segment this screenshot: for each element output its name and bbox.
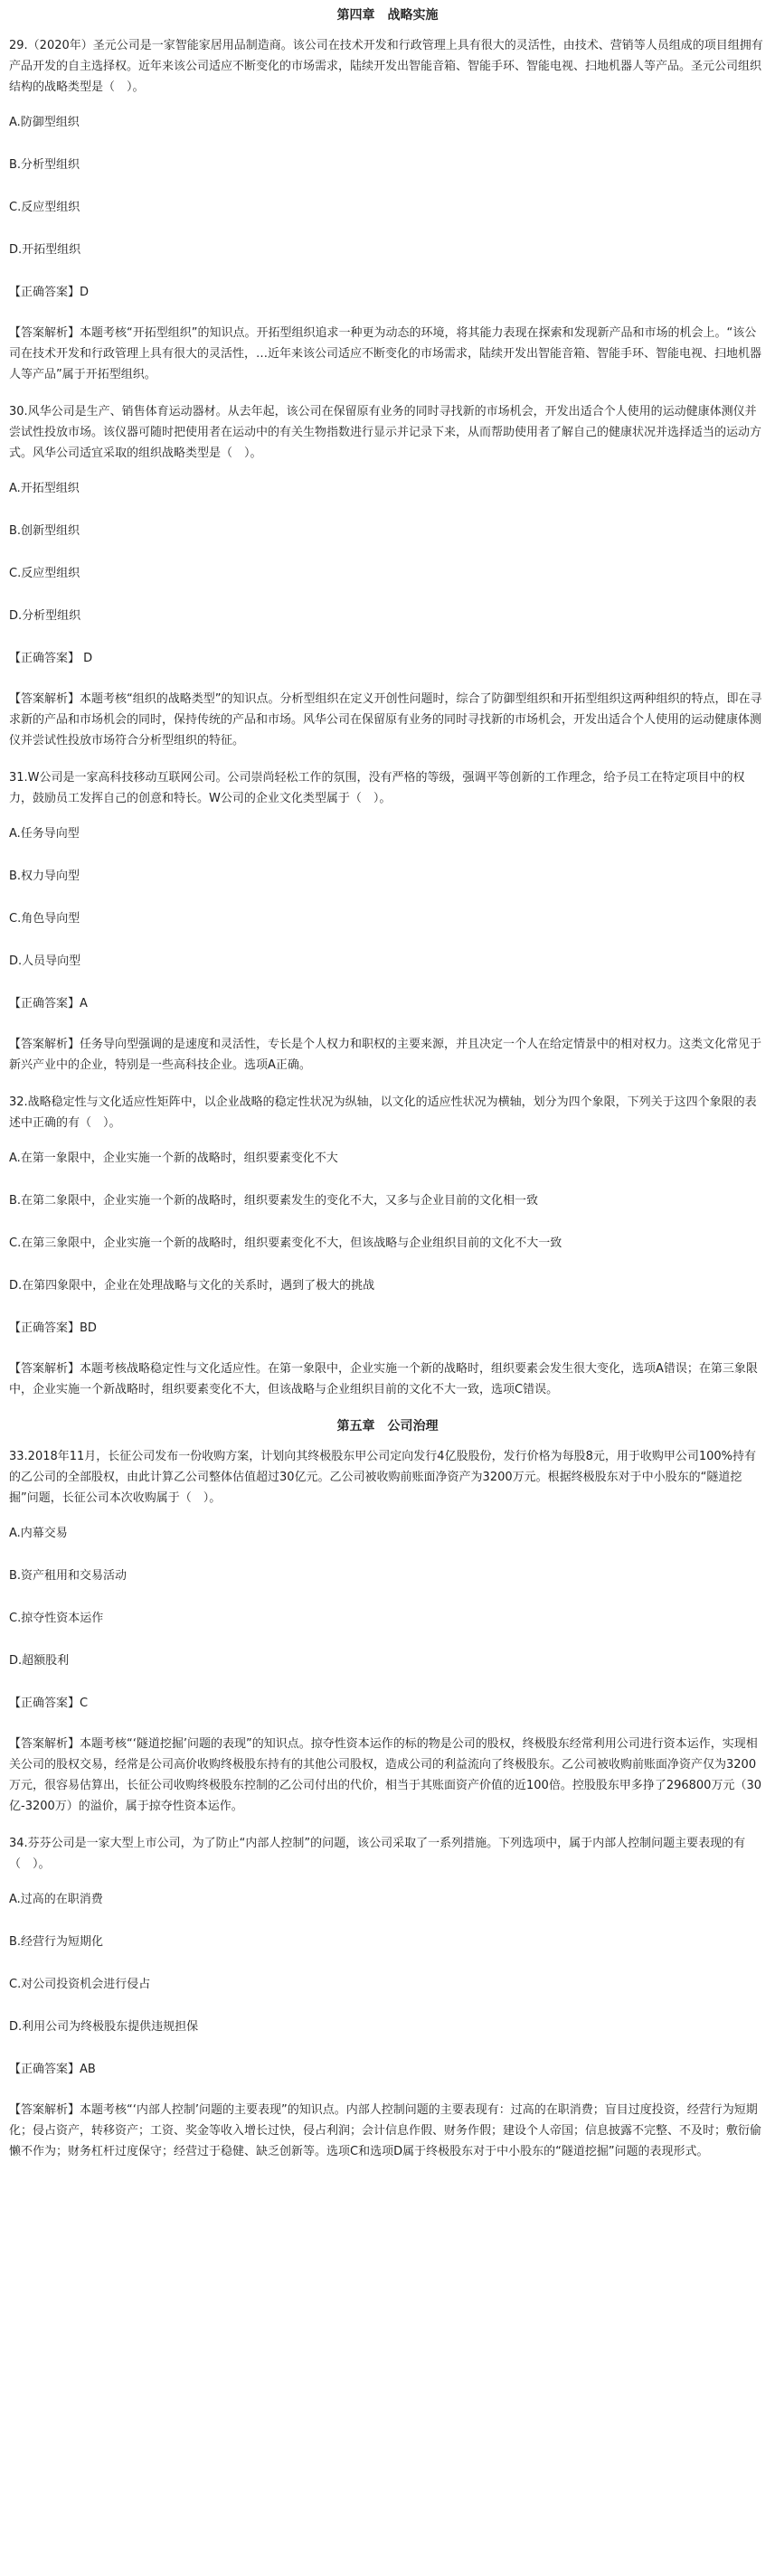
question-32 xyxy=(9,1092,766,1400)
answer-analysis: 【答案解析】本题考核“开拓型组织”的知识点。开拓型组织追求一种更为动态的环境，将其能力表现在探索和发现新产品和市场的机会上。“该公司在技术开发和行政管理上具有很大的灵活性，…近年来该公司适应不断变化的市场需求，陆续开发出智能音箱、智能手环、智能电视、扫地机器人等产品”属于开拓型组织。 xyxy=(9,326,762,381)
section-chapter-4 xyxy=(9,5,766,1400)
option-c: C.掠夺性资本运作 xyxy=(9,1612,104,1625)
option-a: A.内幕交易 xyxy=(9,1527,68,1540)
question-33 xyxy=(9,1446,766,1817)
option-c: C.在第三象限中，企业实施一个新的战略时，组织要素变化不大，但该战略与企业组织目前的文化不大一致 xyxy=(9,1236,562,1250)
option-d: D.分析型组织 xyxy=(9,609,81,623)
option-b: B.经营行为短期化 xyxy=(9,1935,104,1949)
chapter-title: 第四章 战略实施 xyxy=(336,8,439,23)
question-stem: 30.风华公司是生产、销售体育运动器材。从去年起，该公司在保留原有业务的同时寻找新的市场机会，开发出适合个人使用的运动健康体测仪并尝试性投放市场。该仪器可随时把使用者在运动中的有关生物指数进行显示并记录下来，从而帮助使用者了解自己的健康状况并选择适当的运动方式。风华公司适宜采取的组织战略类型是（ ）。 xyxy=(9,405,762,460)
answer-analysis: 【答案解析】任务导向型强调的是速度和灵活性，专长是个人权力和职权的主要来源，并且决定一个人在给定情景中的相对权力。这类文化常见于新兴产业中的企业，特别是一些高科技企业。选项A正确。 xyxy=(9,1038,762,1072)
correct-answer: 【正确答案】AB xyxy=(9,2063,96,2076)
option-b: B.分析型组织 xyxy=(9,158,80,172)
chapter-title: 第五章 公司治理 xyxy=(336,1419,439,1434)
question-stem: 34.芬芬公司是一家大型上市公司，为了防止“内部人控制”的问题，该公司采取了一系列措施。下列选项中，属于内部人控制问题主要表现的有（ ）。 xyxy=(9,1837,746,1871)
option-d: D.超额股利 xyxy=(9,1654,70,1668)
option-d: D.人员导向型 xyxy=(9,954,81,968)
answer-analysis: 【答案解析】本题考核战略稳定性与文化适应性。在第一象限中，企业实施一个新的战略时，组织要素会发生很大变化，选项A错误；在第三象限中，企业实施一个新战略时，组织要素变化不大，但该战略与企业组织目前的文化不大一致，选项C错误。 xyxy=(9,1362,758,1396)
correct-answer: 【正确答案】BD xyxy=(9,1321,97,1335)
option-b: B.资产租用和交易活动 xyxy=(9,1569,128,1583)
option-d: D.在第四象限中，企业在处理战略与文化的关系时，遇到了极大的挑战 xyxy=(9,1279,375,1293)
answer-analysis: 【答案解析】本题考核“‘隧道挖掘’问题的表现”的知识点。掠夺性资本运作的标的物是公司的股权，终极股东经常利用公司进行资本运作，实现相关公司的股权交易，经常是公司高价收购终极股东持有的其他公司股权，造成公司的利益流向了终极股东。乙公司被收购前账面净资产仅为3200万元，很容易估算出，长征公司收购终极股东控制的乙公司付出的代价，相当于其账面资产价值的近100倍。控股股东甲多挣了296800万元（30亿-3200万）的溢价，属于掠夺性资本运作。 xyxy=(9,1737,761,1813)
option-c: C.反应型组织 xyxy=(9,201,80,214)
option-b: B.创新型组织 xyxy=(9,524,80,538)
question-stem: 29.（2020年）圣元公司是一家智能家居用品制造商。该公司在技术开发和行政管理上具有很大的灵活性，由技术、营销等人员组成的项目组拥有产品开发的自主选择权。近年来该公司适应不断变化的市场需求，陆续开发出智能音箱、智能手环、智能电视、扫地机器人等产品。圣元公司组织结构的战略类型是（ ）。 xyxy=(9,39,763,94)
section-chapter-5 xyxy=(9,1416,766,2162)
correct-answer: 【正确答案】 D xyxy=(9,652,93,665)
option-a: A.在第一象限中，企业实施一个新的战略时，组织要素变化不大 xyxy=(9,1152,338,1165)
option-a: A.过高的在职消费 xyxy=(9,1893,103,1906)
option-a: A.防御型组织 xyxy=(9,116,80,129)
answer-analysis: 【答案解析】本题考核“组织的战略类型”的知识点。分析型组织在定义开创性问题时，综合了防御型组织和开拓型组织这两种组织的特点，即在寻求新的产品和市场机会的同时，保持传统的产品和市场。风华公司在保留原有业务的同时寻找新的市场机会，开发出适合个人使用的运动健康体测仪并尝试性投放市场符合分析型组织的特征。 xyxy=(9,692,762,747)
question-30 xyxy=(9,401,766,751)
option-d: D.利用公司为终极股东提供违规担保 xyxy=(9,2020,199,2034)
question-stem: 33.2018年11月，长征公司发布一份收购方案，计划向其终极股东甲公司定向发行4亿股股份，发行价格为每股8元，用于收购甲公司100%持有的乙公司的全部股权，由此计算乙公司整体估值超过30亿元。乙公司被收购前账面净资产为3200万元。根据终极股东对于中小股东的“隧道挖掘”问题，长征公司本次收购属于（ ）。 xyxy=(9,1450,757,1505)
correct-answer: 【正确答案】A xyxy=(9,997,88,1011)
option-c: C.对公司投资机会进行侵占 xyxy=(9,1978,151,1991)
question-stem: 32.战略稳定性与文化适应性矩阵中，以企业战略的稳定性状况为纵轴，以文化的适应性状况为横轴，划分为四个象限，下列关于这四个象限的表述中正确的有（ ）。 xyxy=(9,1095,757,1130)
correct-answer: 【正确答案】C xyxy=(9,1697,89,1710)
question-stem: 31.W公司是一家高科技移动互联网公司。公司崇尚轻松工作的氛围，没有严格的等级，强调平等创新的工作理念，给予员工在特定项目中的权力，鼓励员工发挥自己的创意和特长。W公司的企业文化类型属于（ ）。 xyxy=(9,771,745,805)
option-a: A.任务导向型 xyxy=(9,827,80,841)
question-31 xyxy=(9,767,766,1076)
answer-analysis: 【答案解析】本题考核“‘内部人控制’问题的主要表现”的知识点。内部人控制问题的主要表现有：过高的在职消费；盲目过度投资，经营行为短期化；侵占资产，转移资产；工资、奖金等收入增长过快，侵占利润；会计信息作假、财务作假；建设个人帝国；信息披露不完整、不及时；敷衍偷懒不作为；财务杠杆过度保守；经营过于稳健、缺乏创新等。选项C和选项D属于终极股东对于中小股东的“隧道挖掘”问题的表现形式。 xyxy=(9,2103,762,2158)
option-d: D.开拓型组织 xyxy=(9,243,81,257)
option-c: C.角色导向型 xyxy=(9,912,80,926)
correct-answer: 【正确答案】D xyxy=(9,286,90,299)
option-c: C.反应型组织 xyxy=(9,567,80,580)
option-b: B.权力导向型 xyxy=(9,870,80,883)
option-b: B.在第二象限中，企业实施一个新的战略时，组织要素发生的变化不大，又多与企业目前的文化相一致 xyxy=(9,1194,539,1208)
question-29 xyxy=(9,35,766,385)
option-a: A.开拓型组织 xyxy=(9,482,80,495)
question-34 xyxy=(9,1833,766,2162)
